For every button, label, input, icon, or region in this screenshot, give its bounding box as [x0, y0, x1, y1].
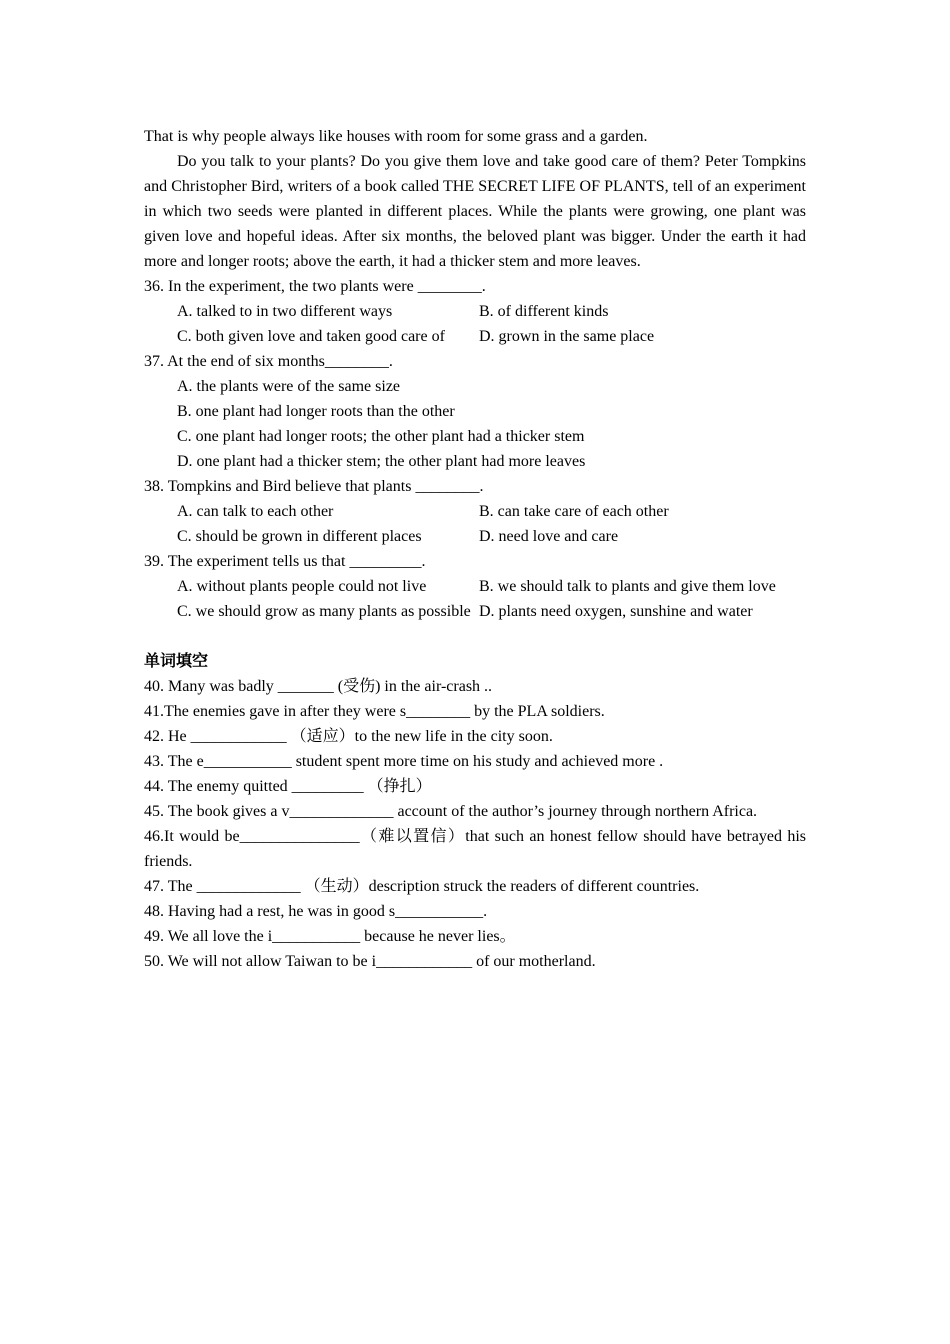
vocab-item-49: 49. We all love the i___________ because he never lies。: [144, 928, 516, 945]
vocab-item-41: 41.The enemies gave in after they were s________ by the PLA soldiers.: [144, 703, 605, 720]
passage-line: That is why people always like houses with room for some grass and a garden.: [144, 128, 648, 145]
vocab-item-44: 44. The enemy quitted _________ （挣扎）: [144, 778, 432, 795]
question-36-option-c: C. both given love and taken good care of: [177, 328, 445, 345]
question-37-option-c: C. one plant had longer roots; the other plant had a thicker stem: [177, 428, 585, 445]
question-38-options-row-2: [144, 524, 806, 549]
question-38-option-a: A. can talk to each other: [177, 503, 334, 520]
question-36-option-d: D. grown in the same place: [479, 328, 655, 345]
vocab-item-45: 45. The book gives a v_____________ account of the author’s journey through northern Africa.: [144, 803, 758, 820]
question-39-option-c: C. we should grow as many plants as possible: [177, 603, 471, 620]
vocab-item-46: 46.It would be_______________（难以置信）that such an honest fellow should have betrayed his friends.: [144, 828, 806, 870]
question-39-options-row-1: [144, 574, 806, 599]
question-38-option-c: C. should be grown in different places: [177, 528, 422, 545]
question-38-option-b: B. can take care of each other: [479, 503, 669, 520]
question-36-option-b: B. of different kinds: [479, 303, 609, 320]
passage-paragraph: Do you talk to your plants? Do you give them love and take good care of them? Peter Tompkins and Christopher Bird, writers of a book called THE SECRET LIFE OF PLANTS, tell of an experiment in which two seeds were planted in different places. While the plants were growing, one plant was given love and hopeful ideas. After six months, the beloved plant was bigger. Under the earth it had more and longer roots; above the earth, it had a thicker stem and more leaves.: [144, 153, 806, 270]
question-39-option-a: A. without plants people could not live: [177, 578, 427, 595]
document-page: [144, 124, 806, 974]
question-36-stem: 36. In the experiment, the two plants were ________.: [144, 278, 486, 295]
question-38-options-row-1: [144, 499, 806, 524]
vocab-item-40: 40. Many was badly _______ (受伤) in the air-crash ..: [144, 678, 493, 695]
question-37-option-d: D. one plant had a thicker stem; the other plant had more leaves: [177, 453, 586, 470]
vocab-item-48: 48. Having had a rest, he was in good s___________.: [144, 903, 488, 920]
question-39-options-row-2: [144, 599, 806, 624]
vocab-item-43: 43. The e___________ student spent more time on his study and achieved more .: [144, 753, 664, 770]
question-37-option-b: B. one plant had longer roots than the other: [177, 403, 455, 420]
vocab-item-47: 47. The _____________ （生动）description struck the readers of different countries.: [144, 878, 700, 895]
question-36-options-row-1: [144, 299, 806, 324]
vocab-heading: 单词填空: [144, 653, 209, 670]
question-37-option-a: A. the plants were of the same size: [177, 378, 401, 395]
vocab-item-42: 42. He ____________ （适应）to the new life in the city soon.: [144, 728, 553, 745]
question-39-option-b: B. we should talk to plants and give them love: [479, 578, 776, 595]
question-38-stem: 38. Tompkins and Bird believe that plants ________.: [144, 478, 484, 495]
question-36-options-row-2: [144, 324, 806, 349]
question-36-option-a: A. talked to in two different ways: [177, 303, 393, 320]
question-38-option-d: D. need love and care: [479, 528, 619, 545]
section-spacer: [144, 624, 806, 649]
question-39-stem: 39. The experiment tells us that _________.: [144, 553, 426, 570]
question-39-option-d: D. plants need oxygen, sunshine and water: [479, 603, 753, 620]
vocab-item-50: 50. We will not allow Taiwan to be i____________ of our motherland.: [144, 953, 596, 970]
question-37-stem: 37. At the end of six months________.: [144, 353, 393, 370]
